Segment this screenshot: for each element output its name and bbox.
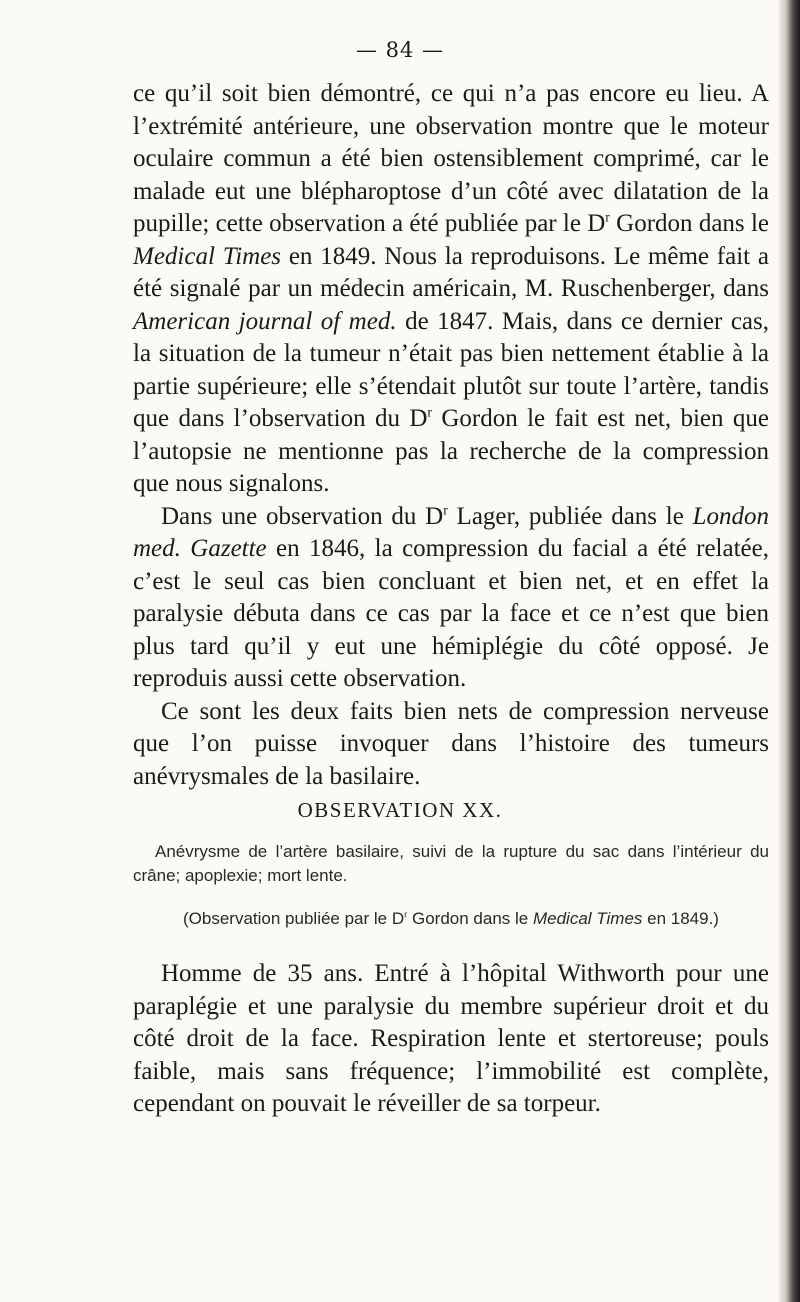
text-run: ce qu’il soit bien démontré, ce qui n’a pas encore eu lieu. A l’extrémité antérieure, une observation montre que le moteur oculaire commun a été bien ostensiblement comprimé, car le malade eut une blépharoptose d’un côté avec dilatation de la pupille; cette observation a été publiée par le D <box>133 80 769 237</box>
paragraph <box>133 78 769 501</box>
text-run: Gordon le fait est net, bien que l’autopsie ne mentionne pas la recherche de la compression que nous signalons. <box>133 405 769 497</box>
text-run: de 1847. Mais, dans ce dernier cas, la situation de la tumeur n’était pas bien nettement établie à la partie supérieure; elle s’étendait plutôt sur toute l’artère, tandis que dans l’observation du D <box>133 307 769 432</box>
text-run: en 1849. Nous la reproduisons. Le même fait a été signalé par un médecin américain, M. Ruschenberger, dans <box>133 242 769 302</box>
superscript: r <box>427 404 432 420</box>
source-note <box>133 907 769 931</box>
italic-title: American journal of med. <box>133 307 397 335</box>
observation-text: Homme de 35 ans. Entré à l’hôpital Withworth pour une paraplégie et une paralysie du membre supérieur droit et du côté droit de la face. Respiration lente et stertoreuse; pouls faible, mais sans fréquence; l’immobilité est complète, cependant on pouvait le réveiller de sa torpeur. <box>133 960 769 1117</box>
superscript: r <box>404 909 408 920</box>
text-run: Gordon dans le <box>609 210 769 237</box>
observation-summary <box>133 840 769 888</box>
main-text <box>133 78 769 793</box>
text-run: en 1846, la compression du facial a été relatée, c’est le seul cas bien concluant et bien net, et en effet la paralysie débuta dans ce cas par la face et ce n’est que bien plus tard qu’il y eut une hémiplégie du côté opposé. Je reproduis aussi cette observation. <box>133 535 769 692</box>
text-run: (Observation publiée par le D <box>183 909 405 928</box>
text-run: Dans une observation du D <box>161 502 444 530</box>
superscript: r <box>443 502 448 518</box>
text-run: Ce sont les deux faits bien nets de compression nerveuse que l’on puisse invoquer dans l’histoire des tumeurs anévrysmales de la basilaire. <box>133 697 769 790</box>
text-run: en 1849.) <box>642 909 719 928</box>
text-run: Gordon dans le <box>407 909 533 928</box>
summary-text: Anévrysme de l’artère basilaire, suivi de la rupture du sac dans l’intérieur du crâne; apoplexie; mort lente. <box>133 842 769 885</box>
italic-title: Medical Times <box>133 242 282 270</box>
observation-body <box>133 958 769 1121</box>
italic-title: Medical Times <box>532 909 643 928</box>
observation-heading: OBSERVATION XX. <box>297 798 503 822</box>
source-note-text <box>133 907 769 931</box>
paragraph <box>133 696 769 794</box>
page-number: — 84 — <box>355 38 445 62</box>
page-binding-edge <box>778 0 800 1302</box>
superscript: r <box>605 209 610 225</box>
text-run: Lager, publiée dans le <box>447 502 693 530</box>
italic-title: London med. Gazette <box>133 502 769 562</box>
paragraph <box>133 501 769 696</box>
